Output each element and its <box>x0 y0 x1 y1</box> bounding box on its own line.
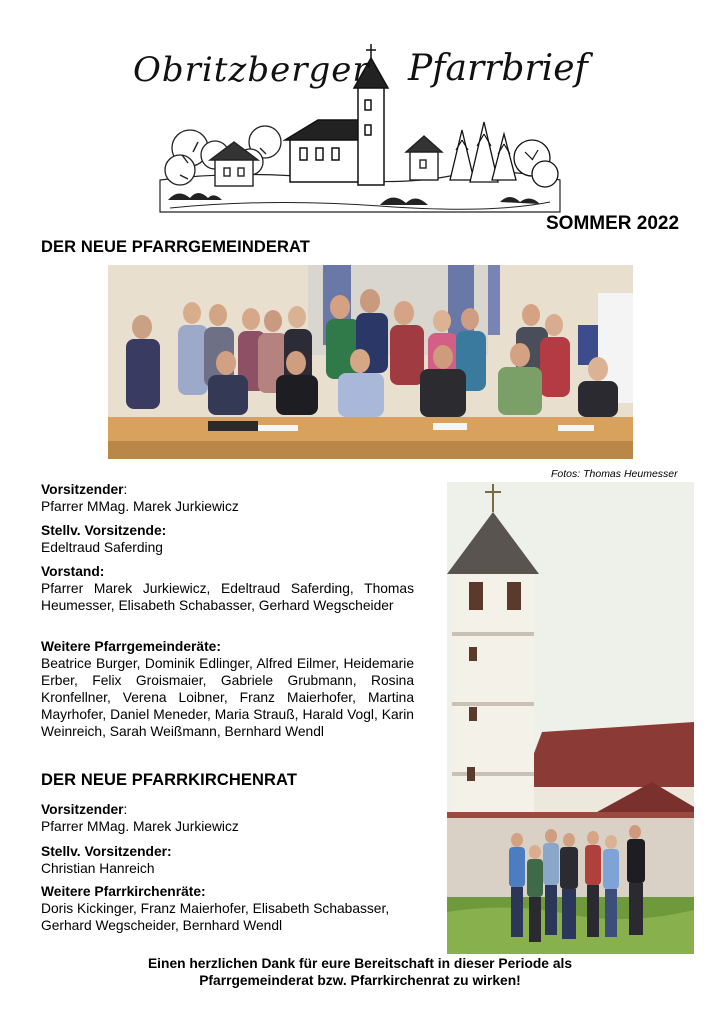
pgr-chair-label: Vorsitzender <box>41 482 124 497</box>
masthead-title-left: Obritzberger <box>133 50 370 90</box>
pkr-chair-label: Vorsitzender <box>41 802 124 817</box>
pkr-chair-name: Pfarrer MMag. Marek Jurkiewicz <box>41 819 239 834</box>
thanks-line-2: Pfarrgemeinderat bzw. Pfarrkirchenrat zu wirken! <box>199 973 521 988</box>
pgr-board-block <box>41 563 414 614</box>
group-photo-pfarrgemeinderat <box>108 265 633 459</box>
pkr-vice-name: Christian Hanreich <box>41 861 155 876</box>
pgr-more-block <box>41 638 414 740</box>
pkr-more-names: Doris Kickinger, Franz Maierhofer, Elisabeth Schabasser, Gerhard Wegscheider, Bernhard Wendl <box>41 901 390 933</box>
section-heading-pfarrkirchenrat: DER NEUE PFARRKIRCHENRAT <box>41 771 298 789</box>
pgr-board-names: Pfarrer Marek Jurkiewicz, Edeltraud Saferding, Thomas Heumesser, Elisabeth Schabasser, Gerhard Wegscheider <box>41 581 414 613</box>
pkr-chair-block <box>41 801 414 835</box>
thanks-line-1: Einen herzlichen Dank für eure Bereitschaft in dieser Periode als <box>147 956 572 971</box>
pgr-vice-label: Stellv. Vorsitzende: <box>41 523 167 538</box>
masthead-title-right: Pfarrbrief <box>408 48 588 89</box>
pkr-chair-colon: : <box>123 802 128 817</box>
pgr-chair-block <box>41 481 414 515</box>
pgr-vice-block <box>41 522 414 556</box>
pgr-more-names: Beatrice Burger, Dominik Edlinger, Alfred Eilmer, Heidemarie Erber, Felix Groismaier, Gabriele Grubmann, Rosina Kronfellner, Verena Loibner, Franz Maierhofer, Martina Mayrhofer, Daniel Meneder, Maria Strauß, Harald Vogl, Karin Weinreich, Sarah Weißmann, Bernhard Wendl <box>41 656 414 739</box>
pgr-chair-colon: : <box>123 482 128 497</box>
pgr-vice-name: Edeltraud Saferding <box>41 540 163 555</box>
photo-credit: Fotos: Thomas Heumesser <box>551 468 678 480</box>
pkr-more-block <box>41 883 433 934</box>
pgr-chair-name: Pfarrer MMag. Marek Jurkiewicz <box>41 499 239 514</box>
thanks-note <box>60 955 660 989</box>
section-heading-pfarrgemeinderat: DER NEUE PFARRGEMEINDERAT <box>41 238 310 256</box>
pkr-vice-label: Stellv. Vorsitzender: <box>41 844 172 859</box>
pgr-more-label: Weitere Pfarrgemeinderäte: <box>41 639 221 654</box>
issue-season: SOMMER 2022 <box>546 213 680 234</box>
pgr-board-label: Vorstand: <box>41 564 105 579</box>
pkr-more-label: Weitere Pfarrkirchenräte: <box>41 884 206 899</box>
church-photo-pfarrkirchenrat <box>447 482 694 954</box>
pkr-vice-block <box>41 843 414 877</box>
